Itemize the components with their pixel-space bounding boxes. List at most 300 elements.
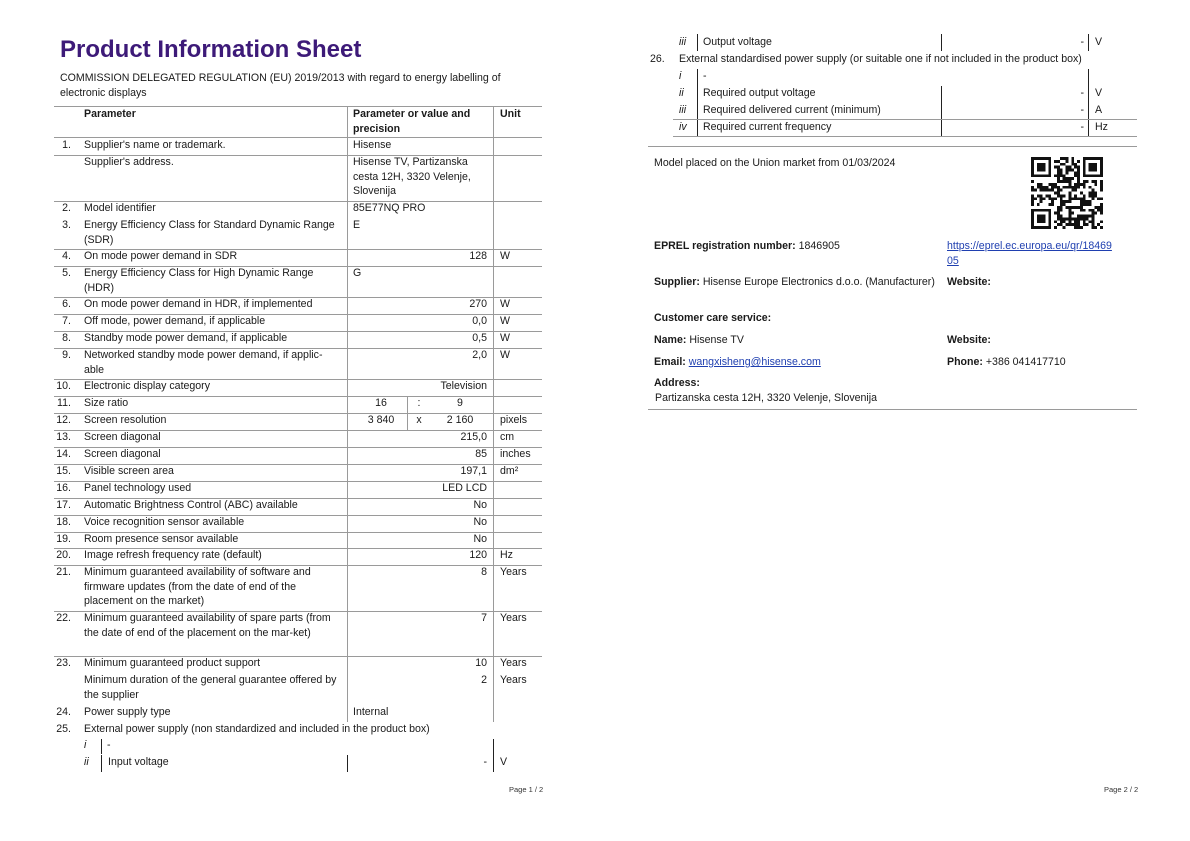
qr-module — [1091, 192, 1094, 195]
row-label: Minimum guaranteed availability of spare parts (from the date of end of the placement on the mar-ket) — [84, 612, 331, 639]
page-number: Page 1 / 2 — [509, 785, 544, 794]
column-divider — [493, 481, 494, 498]
qr-module — [1074, 186, 1077, 189]
sub-divider — [101, 739, 102, 754]
qr-module — [1057, 177, 1060, 180]
qr-module — [1094, 212, 1097, 215]
row-unit: dm² — [500, 465, 519, 477]
eprel-number: 1846905 — [798, 240, 840, 252]
column-divider — [407, 413, 408, 430]
qr-module — [1083, 220, 1086, 223]
row-number: 15. — [56, 465, 71, 477]
supplier-label: Supplier: — [654, 276, 700, 288]
sub-divider — [101, 755, 102, 772]
column-divider — [347, 249, 348, 266]
qr-module — [1066, 169, 1069, 172]
column-divider — [347, 138, 348, 155]
value-part-b: 2 160 — [446, 414, 474, 426]
qr-module — [1066, 160, 1069, 163]
qr-module — [1071, 197, 1074, 200]
column-divider — [347, 297, 348, 314]
qr-module — [1060, 203, 1063, 206]
roman-numeral: iv — [679, 121, 687, 133]
qr-module — [1066, 186, 1069, 189]
row-unit: inches — [500, 448, 531, 460]
column-divider — [493, 532, 494, 548]
qr-module — [1080, 209, 1083, 212]
qr-module — [1066, 180, 1069, 183]
qr-module — [1074, 171, 1077, 174]
qr-module — [1094, 194, 1097, 197]
qr-module — [1037, 186, 1040, 189]
row-rule — [673, 119, 1137, 120]
row-label: Minimum duration of the general guarantee offered by the supplier — [84, 674, 337, 701]
qr-module — [1077, 174, 1080, 177]
row-value: 128 — [469, 250, 487, 262]
qr-module — [1077, 166, 1080, 169]
row-unit: W — [500, 315, 510, 327]
qr-module — [1100, 226, 1103, 229]
qr-module — [1068, 186, 1071, 189]
qr-module — [1100, 189, 1103, 192]
row-label: Electronic display category — [84, 380, 211, 392]
name-value: Hisense TV — [689, 334, 744, 346]
qr-module — [1066, 171, 1069, 174]
qr-module — [1091, 217, 1094, 220]
qr-module — [1040, 197, 1043, 200]
header-value: Parameter or value and precision — [353, 108, 471, 135]
qr-module — [1077, 186, 1080, 189]
qr-module — [1066, 166, 1069, 169]
qr-module — [1100, 220, 1103, 223]
qr-module — [1048, 194, 1051, 197]
qr-module — [1068, 212, 1071, 215]
qr-module — [1057, 180, 1060, 183]
qr-module — [1060, 174, 1063, 177]
qr-module — [1089, 186, 1092, 189]
qr-module — [1068, 215, 1071, 218]
row-value: Hisense — [353, 139, 392, 151]
column-divider — [347, 447, 348, 464]
header-unit: Unit — [500, 108, 521, 120]
email-label: Email: — [654, 356, 686, 368]
qr-module — [1048, 197, 1051, 200]
qr-module — [1071, 160, 1074, 163]
qr-module — [1094, 226, 1097, 229]
row-label: Energy Efficiency Class for Standard Dynamic Range (SDR) — [84, 219, 335, 246]
qr-module — [1091, 215, 1094, 218]
qr-module — [1060, 157, 1063, 160]
qr-module — [1031, 194, 1034, 197]
qr-module — [1057, 171, 1060, 174]
qr-module — [1063, 217, 1066, 220]
qr-module — [1089, 220, 1092, 223]
value-separator: : — [417, 397, 421, 409]
column-divider — [347, 515, 348, 532]
column-divider — [347, 413, 348, 430]
column-divider — [347, 396, 348, 413]
column-divider — [493, 464, 494, 481]
qr-module — [1074, 223, 1077, 226]
column-divider — [347, 331, 348, 348]
qr-module — [1080, 203, 1083, 206]
column-divider — [493, 396, 494, 413]
qr-module — [1054, 160, 1057, 163]
qr-module — [1060, 169, 1063, 172]
value-part-b: 9 — [457, 397, 463, 409]
qr-module — [1068, 166, 1071, 169]
qr-module — [1060, 223, 1063, 226]
qr-module — [1097, 197, 1100, 200]
qr-module — [1083, 223, 1086, 226]
row-label: Screen diagonal — [84, 431, 161, 443]
qr-module — [1086, 180, 1089, 183]
qr-module — [1083, 209, 1086, 212]
column-divider — [493, 379, 494, 396]
qr-module — [1054, 192, 1057, 195]
qr-module — [1037, 194, 1040, 197]
eprel-qr-code[interactable] — [1031, 157, 1103, 229]
row-value: No — [473, 533, 487, 545]
qr-module — [1051, 200, 1054, 203]
column-divider — [347, 532, 348, 548]
row-unit: Years — [500, 657, 527, 669]
address-value: Partizanska cesta 12H, 3320 Velenje, Slovenija — [655, 392, 878, 404]
qr-finder — [1037, 215, 1046, 224]
section-rule — [648, 146, 1137, 147]
row-label: Size ratio — [84, 397, 129, 409]
column-divider — [493, 705, 494, 722]
qr-module — [1031, 186, 1034, 189]
row-number: 7. — [62, 315, 71, 327]
qr-module — [1086, 217, 1089, 220]
qr-module — [1054, 186, 1057, 189]
qr-module — [1077, 217, 1080, 220]
qr-module — [1074, 174, 1077, 177]
row-value: Television — [440, 380, 487, 392]
eprel-registration — [654, 239, 840, 254]
value-part-a: 16 — [375, 397, 387, 409]
row-number: 23. — [56, 657, 71, 669]
name-label: Name: — [654, 334, 687, 346]
sub-divider — [697, 34, 698, 51]
row-number: 22. — [56, 612, 71, 624]
eprel-link[interactable]: https://eprel.ec.europa.eu/qr/1846905 — [947, 240, 1112, 267]
column-divider — [493, 155, 494, 201]
row-label: Minimum guaranteed availability of software and firmware updates (from the date of end of the placement on the market) — [84, 566, 311, 608]
qr-module — [1068, 217, 1071, 220]
qr-module — [1048, 183, 1051, 186]
row-label: On mode power demand in SDR — [84, 250, 238, 262]
qr-module — [1100, 183, 1103, 186]
column-divider — [347, 705, 348, 722]
row-value: 7 — [481, 612, 487, 624]
qr-module — [1060, 189, 1063, 192]
qr-module — [1031, 197, 1034, 200]
qr-module — [1063, 203, 1066, 206]
qr-module — [1077, 183, 1080, 186]
qr-module — [1057, 212, 1060, 215]
qr-module — [1094, 192, 1097, 195]
qr-module — [1045, 186, 1048, 189]
row-value: G — [353, 267, 362, 279]
qr-module — [1089, 192, 1092, 195]
qr-module — [1083, 180, 1086, 183]
row-value: 8 — [481, 566, 487, 578]
row-label: Panel technology used — [84, 482, 192, 494]
row-label: Supplier's address. — [84, 156, 174, 168]
qr-module — [1063, 180, 1066, 183]
row-number: 1. — [62, 139, 71, 151]
qr-module — [1091, 223, 1094, 226]
qr-module — [1077, 223, 1080, 226]
section-rule — [648, 409, 1137, 410]
qr-module — [1100, 203, 1103, 206]
qr-module — [1040, 183, 1043, 186]
qr-module — [1034, 197, 1037, 200]
supplier-info — [654, 275, 942, 290]
row-label: Model identifier — [84, 202, 156, 214]
market-date: Model placed on the Union market from 01/03/2024 — [654, 157, 896, 169]
qr-module — [1091, 212, 1094, 215]
row-value: 270 — [469, 298, 487, 310]
row-number: 18. — [56, 516, 71, 528]
row-value: 0,5 — [472, 332, 487, 344]
row-value: No — [473, 516, 487, 528]
qr-module — [1071, 169, 1074, 172]
qr-module — [1057, 194, 1060, 197]
qr-module — [1054, 183, 1057, 186]
qr-module — [1091, 220, 1094, 223]
qr-module — [1043, 197, 1046, 200]
column-divider — [347, 379, 348, 396]
row-value: No — [473, 499, 487, 511]
qr-module — [1031, 189, 1034, 192]
qr-module — [1077, 206, 1080, 209]
row-value: Internal — [353, 706, 389, 718]
column-divider — [493, 201, 494, 218]
ext-supply-label: Required delivered current (minimum) — [703, 104, 881, 116]
qr-module — [1063, 194, 1066, 197]
qr-module — [1054, 174, 1057, 177]
column-divider — [347, 481, 348, 498]
qr-module — [1094, 206, 1097, 209]
row-rule — [673, 136, 1137, 137]
qr-finder — [1037, 163, 1046, 172]
qr-module — [1080, 226, 1083, 229]
qr-module — [1071, 223, 1074, 226]
row-number: 25. — [56, 723, 71, 735]
sub-divider — [493, 739, 494, 772]
qr-module — [1060, 215, 1063, 218]
qr-module — [1080, 217, 1083, 220]
phone-value: +386 041417710 — [985, 356, 1066, 368]
row-unit: Years — [500, 612, 527, 624]
column-divider — [347, 201, 348, 218]
row-number: 14. — [56, 448, 71, 460]
qr-module — [1063, 220, 1066, 223]
column-divider — [493, 430, 494, 447]
qr-module — [1080, 206, 1083, 209]
column-divider — [493, 498, 494, 515]
customer-care-label: Customer care service: — [654, 312, 772, 324]
row-number: 2. — [62, 202, 71, 214]
qr-module — [1068, 223, 1071, 226]
column-divider — [347, 430, 348, 447]
column-divider — [493, 331, 494, 348]
row-value: Hisense TV, Partizanska cesta 12H, 3320 Velenje, Slovenija — [353, 156, 471, 198]
qr-module — [1068, 169, 1071, 172]
qr-module — [1077, 220, 1080, 223]
sub-divider — [347, 755, 348, 772]
qr-module — [1060, 200, 1063, 203]
ext-supply-value: - — [1080, 104, 1084, 116]
qr-module — [1063, 226, 1066, 229]
qr-module — [1097, 206, 1100, 209]
qr-module — [1048, 189, 1051, 192]
qr-module — [1100, 206, 1103, 209]
qr-module — [1074, 220, 1077, 223]
qr-module — [1057, 189, 1060, 192]
row-number: 4. — [62, 250, 71, 262]
qr-module — [1083, 194, 1086, 197]
row-label: Off mode, power demand, if applicable — [84, 315, 266, 327]
qr-module — [1091, 197, 1094, 200]
qr-module — [1066, 200, 1069, 203]
qr-module — [1077, 197, 1080, 200]
row-unit: Years — [500, 566, 527, 578]
qr-module — [1083, 186, 1086, 189]
qr-module — [1051, 203, 1054, 206]
ext-supply-value: - — [1080, 36, 1084, 48]
qr-module — [1071, 177, 1074, 180]
row-label: Screen diagonal — [84, 448, 161, 460]
qr-module — [1074, 163, 1077, 166]
column-divider — [493, 413, 494, 430]
row-number: 11. — [57, 397, 71, 409]
qr-module — [1071, 186, 1074, 189]
qr-module — [1045, 194, 1048, 197]
qr-module — [1086, 223, 1089, 226]
qr-module — [1068, 177, 1071, 180]
qr-module — [1066, 177, 1069, 180]
column-divider — [493, 656, 494, 673]
row-value: 0,0 — [472, 315, 487, 327]
qr-module — [1068, 197, 1071, 200]
qr-module — [1068, 209, 1071, 212]
qr-module — [1063, 163, 1066, 166]
roman-numeral: i — [84, 739, 87, 751]
qr-module — [1068, 180, 1071, 183]
ext-supply-label: - — [107, 739, 111, 751]
row-number: 19. — [56, 533, 71, 545]
qr-module — [1057, 206, 1060, 209]
row-label: Networked standby mode power demand, if applic-able — [84, 349, 323, 376]
qr-module — [1057, 160, 1060, 163]
column-divider — [493, 314, 494, 331]
row-number: 3. — [62, 219, 71, 231]
qr-module — [1068, 220, 1071, 223]
column-divider — [347, 498, 348, 515]
qr-module — [1045, 189, 1048, 192]
qr-module — [1063, 186, 1066, 189]
qr-module — [1057, 209, 1060, 212]
qr-module — [1071, 189, 1074, 192]
row-number: 16. — [56, 482, 71, 494]
row-label: Voice recognition sensor available — [84, 516, 245, 528]
qr-module — [1031, 200, 1034, 203]
ext-supply-label: Required output voltage — [703, 87, 816, 99]
header-divider — [347, 107, 348, 137]
qr-module — [1080, 192, 1083, 195]
column-divider — [347, 218, 348, 249]
qr-module — [1097, 209, 1100, 212]
qr-module — [1100, 209, 1103, 212]
qr-module — [1051, 186, 1054, 189]
row-label: Power supply type — [84, 706, 171, 718]
qr-module — [1089, 194, 1092, 197]
email-link[interactable]: wangxisheng@hisense.com — [688, 356, 821, 368]
qr-module — [1074, 189, 1077, 192]
sub-divider — [941, 34, 942, 51]
qr-module — [1037, 183, 1040, 186]
qr-module — [1043, 189, 1046, 192]
qr-module — [1060, 206, 1063, 209]
qr-module — [1057, 192, 1060, 195]
column-divider — [493, 218, 494, 249]
row-unit: Years — [500, 674, 527, 686]
qr-module — [1060, 163, 1063, 166]
row-label: Visible screen area — [84, 465, 174, 477]
roman-numeral: iii — [679, 104, 687, 116]
qr-module — [1060, 194, 1063, 197]
qr-module — [1100, 180, 1103, 183]
qr-module — [1063, 177, 1066, 180]
qr-module — [1054, 197, 1057, 200]
care-email — [654, 355, 821, 370]
row-unit: W — [500, 298, 510, 310]
sub-divider — [1088, 69, 1089, 137]
row-number: 8. — [62, 332, 71, 344]
ext-supply-label: - — [703, 70, 707, 82]
qr-module — [1100, 186, 1103, 189]
website-label: Website: — [947, 334, 991, 346]
qr-module — [1034, 189, 1037, 192]
column-divider — [493, 348, 494, 379]
care-name — [654, 333, 744, 348]
qr-finder — [1089, 163, 1098, 172]
qr-module — [1083, 217, 1086, 220]
row-number: 17. — [56, 499, 71, 511]
row-unit: pixels — [500, 414, 528, 426]
qr-module — [1051, 183, 1054, 186]
qr-module — [1077, 171, 1080, 174]
qr-module — [1060, 217, 1063, 220]
qr-module — [1068, 183, 1071, 186]
eprel-label: EPREL registration number: — [654, 240, 796, 252]
ext-supply-unit: A — [1095, 104, 1103, 116]
column-divider — [493, 297, 494, 314]
header-parameter: Parameter — [84, 108, 136, 120]
qr-module — [1091, 209, 1094, 212]
qr-module — [1066, 217, 1069, 220]
row-unit: W — [500, 349, 510, 361]
qr-module — [1083, 200, 1086, 203]
row-value: 2,0 — [472, 349, 487, 361]
roman-numeral: ii — [679, 87, 684, 99]
qr-module — [1074, 183, 1077, 186]
qr-module — [1031, 203, 1034, 206]
